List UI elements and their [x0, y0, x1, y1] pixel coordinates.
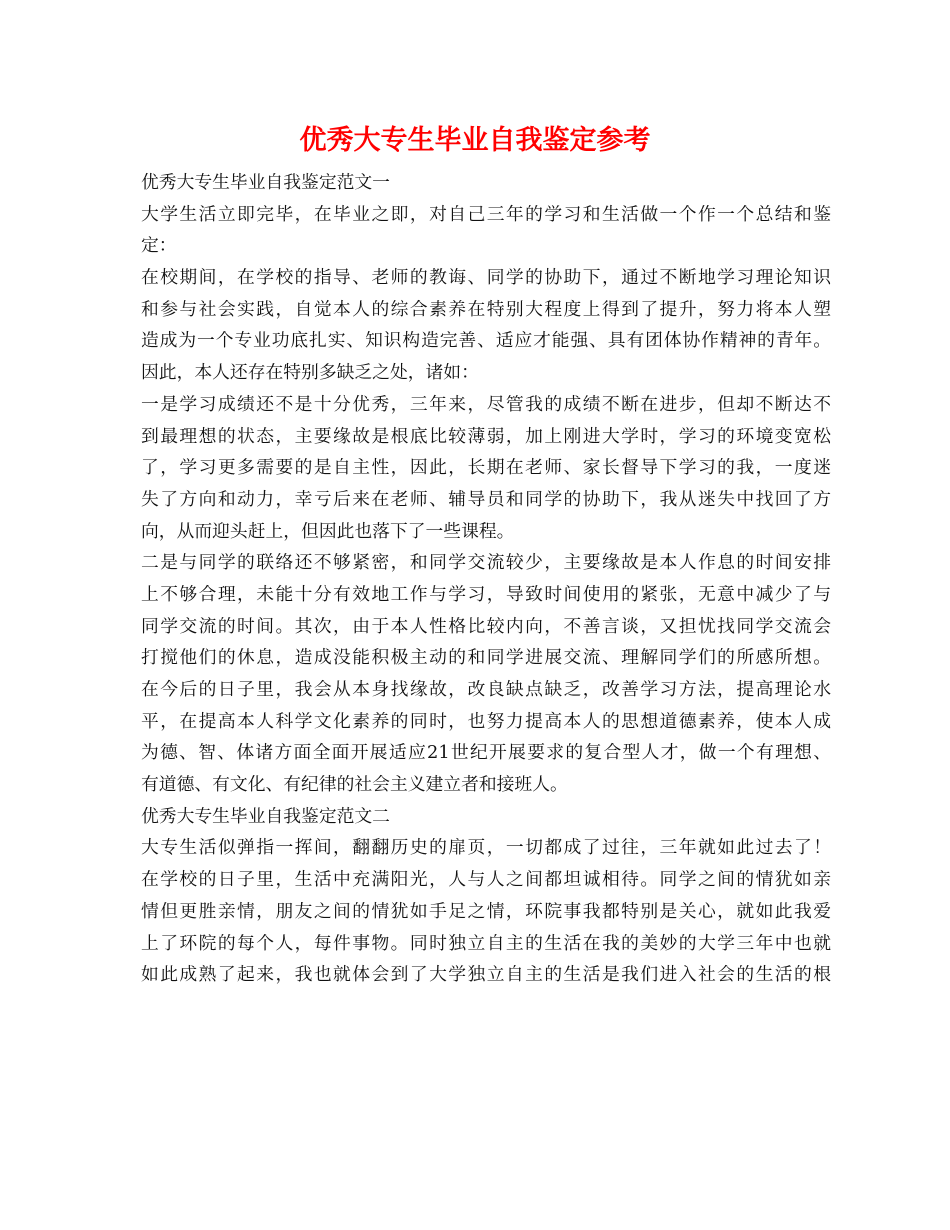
text-line: 上不够合理，未能十分有效地工作与学习，导致时间使用的紧张，无意中减少了与 [141, 583, 831, 605]
text-line: 二是与同学的联络还不够紧密，和同学交流较少，主要缘故是本人作息的时间安排 [141, 552, 831, 574]
text-line: 定： [141, 235, 177, 257]
text-line: 为德、智、体诸方面全面开展适应21世纪开展要求的复合型人才，做一个有理想、 [141, 742, 831, 764]
text-line: 大专生活似弹指一挥间，翻翻历史的扉页，一切都成了过往，三年就如此过去了！ [141, 837, 831, 859]
text-line: 因此，本人还存在特别多缺乏之处，诸如： [141, 362, 479, 384]
text-line: 在校期间，在学校的指导、老师的教诲、同学的协助下，通过不断地学习理论知识 [141, 267, 831, 289]
text-line: 向，从而迎头赶上，但因此也落下了一些课程。 [141, 520, 515, 542]
text-line: 打搅他们的休息，造成没能积极主动的和同学进展交流、理解同学们的所感所想。 [141, 647, 831, 669]
text-line: 如此成熟了起来，我也就体会到了大学独立自主的生活是我们进入社会的生活的根 [141, 964, 831, 986]
text-line: 在今后的日子里，我会从本身找缘故，改良缺点缺乏，改善学习方法，提高理论水 [141, 679, 831, 700]
text-line: 大学生活立即完毕，在毕业之即，对自己三年的学习和生活做一个作一个总结和鉴 [141, 203, 831, 225]
text-line: 在学校的日子里，生活中充满阳光，人与人之间都坦诚相待。同学之间的情犹如亲 [141, 869, 831, 891]
text-line: 同学交流的时间。其次，由于本人性格比较内向，不善言谈，又担忧找同学交流会 [141, 615, 831, 637]
document-body [141, 167, 831, 991]
text-line: 到最理想的状态，主要缘故是根底比较薄弱，加上刚进大学时，学习的环境变宽松 [141, 425, 831, 447]
text-line: 优秀大专生毕业自我鉴定范文一 [141, 172, 390, 193]
text-line: 和参与社会实践，自觉本人的综合素养在特别大程度上得到了提升，努力将本人塑 [141, 298, 831, 320]
text-line: 了，学习更多需要的是自主性，因此，长期在老师、家长督导下学习的我，一度迷 [141, 457, 831, 479]
text-line: 优秀大专生毕业自我鉴定范文二 [141, 805, 390, 827]
text-line: 情但更胜亲情，朋友之间的情犹如手足之情，环院事我都特别是关心，就如此我爱 [141, 900, 831, 922]
text-line: 造成为一个专业功底扎实、知识构造完善、适应才能强、具有团体协作精神的青年。 [141, 330, 831, 352]
document-title: 优秀大专生毕业自我鉴定参考 [299, 125, 651, 156]
text-line: 有道德、有文化、有纪律的社会主义建立者和接班人。 [141, 774, 568, 796]
text-line: 上了环院的每个人，每件事物。同时独立自主的生活在我的美妙的大学三年中也就 [141, 932, 831, 954]
text-line: 平，在提高本人科学文化素养的同时，也努力提高本人的思想道德素养，使本人成 [141, 710, 831, 732]
text-line: 一是学习成绩还不是十分优秀，三年来，尽管我的成绩不断在进步，但却不断达不 [141, 393, 831, 415]
text-line: 失了方向和动力，幸亏后来在老师、辅导员和同学的协助下，我从迷失中找回了方 [141, 488, 831, 510]
